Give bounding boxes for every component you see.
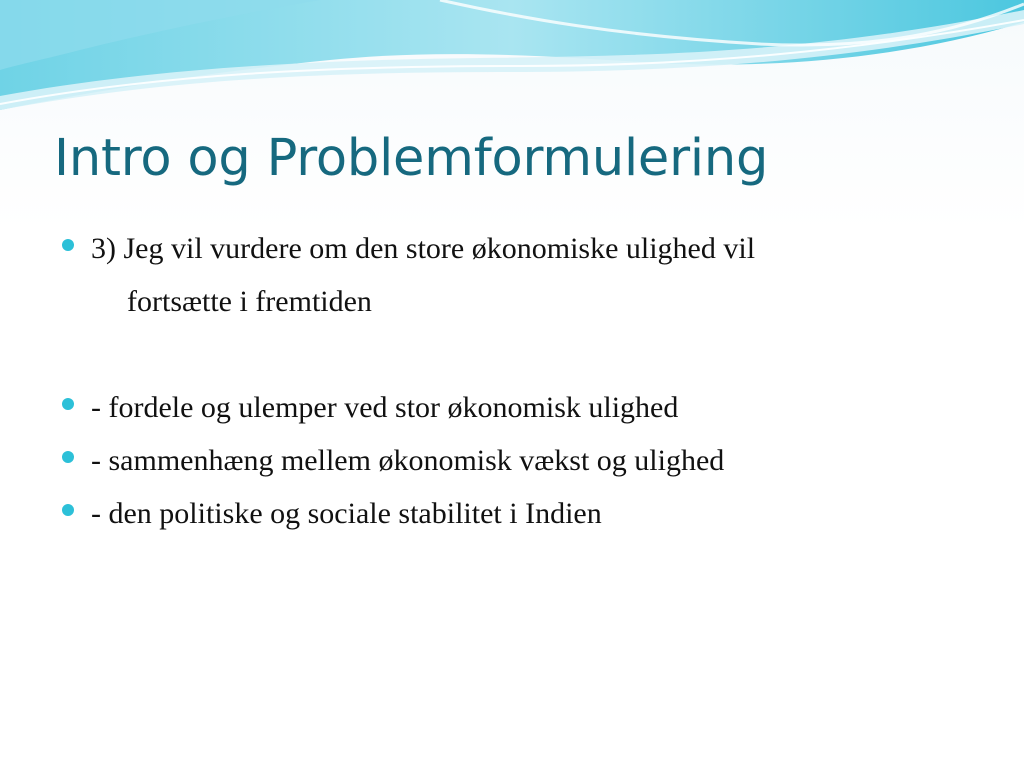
blank-line (62, 328, 992, 381)
bullet-item (62, 434, 992, 487)
bullet-text: 3) Jeg vil vurdere om den store økonomiske ulighed vil (91, 232, 756, 265)
bullet-dot-icon (62, 239, 74, 251)
bullet-item (62, 381, 992, 434)
bullet-text: - fordele og ulemper ved stor økonomisk ulighed (91, 391, 679, 424)
bullet-list (62, 222, 992, 540)
bullet-dot-icon (62, 504, 74, 516)
bullet-item (62, 222, 992, 328)
bullet-dot-icon (62, 398, 74, 410)
bullet-dot-icon (62, 451, 74, 463)
bullet-text: - sammenhæng mellem økonomisk vækst og ulighed (91, 444, 725, 477)
header-wave-decoration (0, 0, 1024, 120)
slide-title: Intro og Problemformulering (54, 129, 769, 188)
bullet-text: - den politiske og sociale stabilitet i Indien (91, 497, 602, 530)
bullet-text-continuation: fortsætte i fremtiden (127, 285, 372, 318)
bullet-item (62, 487, 992, 540)
